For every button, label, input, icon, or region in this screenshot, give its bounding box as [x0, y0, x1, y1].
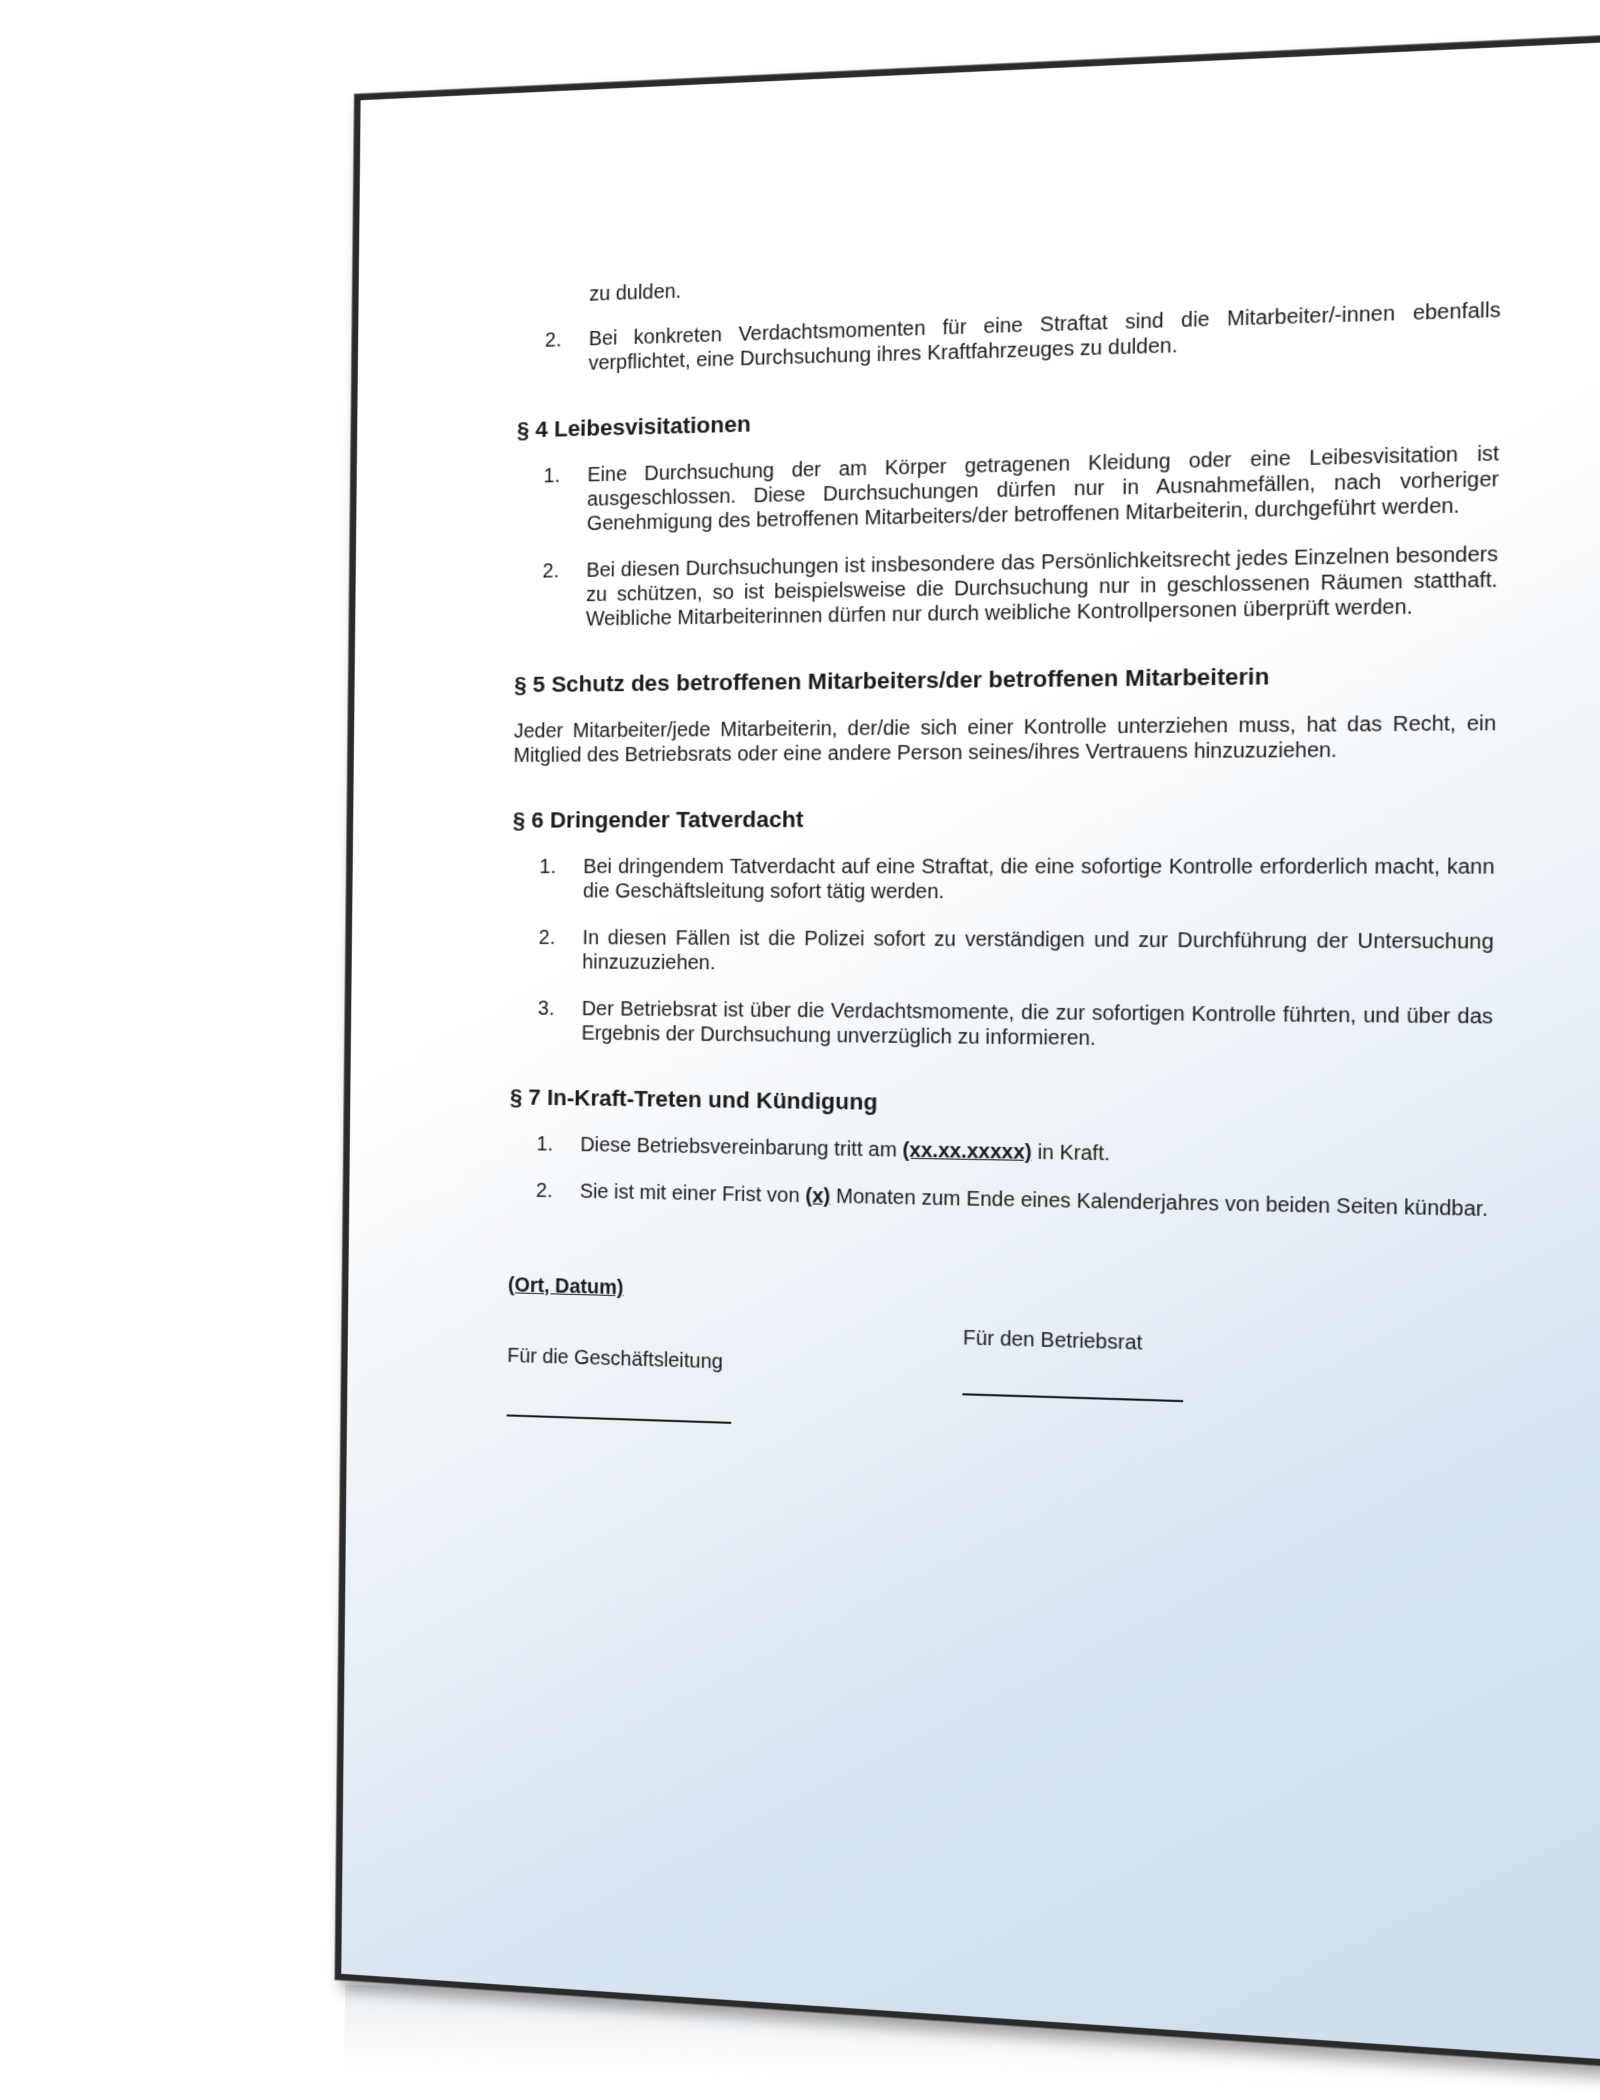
- signature-area: [505, 1273, 1489, 1575]
- place-date-placeholder: (Ort, Datum): [507, 1274, 624, 1300]
- item-number: 2.: [542, 560, 560, 583]
- works-council-signature-line: [962, 1393, 1183, 1402]
- item-text: [580, 1179, 1491, 1222]
- item-text: Bei dringendem Tatverdacht auf eine Straftat, die eine sofortige Kontrolle erforderlich macht, kann die Geschäftsleitung sofort tätig werden.: [582, 855, 1495, 904]
- list-item: [516, 441, 1499, 537]
- section-paragraph: Jeder Mitarbeiter/jede Mitarbeiterin, der/die sich einer Kontrolle unterziehen muss, hat das Recht, ein Mitglied des Betriebsrats oder eine andere Person seines/ihres Vertrauens hinzuzuziehen.: [513, 712, 1497, 768]
- item-text: Bei konkreten Verdachtsmomenten für eine Straftat sind die Mitarbeiter/-innen ebenfalls verpflichtet, eine Durchsuchung ihres Kraftfahrzeuges zu dulden.: [588, 298, 1501, 375]
- section-heading-5: § 5 Schutz des betroffenen Mitarbeiters/der betroffenen Mitarbeiterin: [514, 663, 1270, 698]
- item-number: 1.: [543, 464, 561, 488]
- document-content: [505, 251, 1501, 1576]
- section-heading-7: § 7 In-Kraft-Treten und Kündigung: [509, 1084, 878, 1115]
- list-item: [515, 542, 1498, 633]
- sec7-list: [509, 1132, 1492, 1223]
- item-number: 2.: [544, 329, 562, 352]
- item-number: 2.: [536, 1179, 553, 1203]
- sec6-list: [511, 854, 1495, 1055]
- item-text: [580, 1133, 1491, 1173]
- item-text: Eine Durchsuchung der am Körper getragenen Kleidung oder eine Leibesvisitation ist ausgeschlossen. Diese Durchsuchungen dürfen nur in Ausnahmefällen, nach vorheriger Genehmigung des betroffenen Mitarbeiters/der betroffenen Mitarbeiterin, durchgeführt werden.: [586, 442, 1500, 536]
- list-item: [511, 996, 1494, 1055]
- item-number: 1.: [536, 1133, 554, 1156]
- sec3-list: [518, 298, 1501, 378]
- item-text: In diesen Fällen ist die Polizei sofort zu verständigen und zur Durchführung der Untersuchung hinzuzuziehen.: [582, 926, 1494, 975]
- list-item: [512, 854, 1495, 905]
- section-heading-6: § 6 Dringender Tatverdacht: [512, 806, 804, 833]
- list-item: [518, 298, 1501, 378]
- item-number: 2.: [538, 926, 556, 950]
- management-signature-label: Für die Geschäftsleitung: [507, 1344, 724, 1374]
- list-item: [511, 926, 1494, 981]
- list-item: [509, 1132, 1491, 1174]
- item-text-after: Monaten zum Ende eines Kalenderjahres von beiden Seiten kündbar.: [830, 1185, 1489, 1222]
- sec4-list: [515, 441, 1499, 632]
- section-heading-4: § 4 Leibesvisitationen: [516, 411, 751, 443]
- works-council-signature-label: Für den Betriebsrat: [962, 1326, 1143, 1355]
- continuation-text: zu dulden.: [589, 280, 682, 306]
- item-number: 1.: [539, 855, 557, 879]
- item-text-before: Sie ist mit einer Frist von: [579, 1180, 806, 1208]
- item-number: 3.: [537, 997, 555, 1020]
- item-text-after: in Kraft.: [1031, 1141, 1111, 1166]
- item-text: Der Betriebsrat ist über die Verdachtsmomente, die zur sofortigen Kontrolle führten, und über das Ergebnis der Durchsuchung unverzüglich zu informieren.: [581, 997, 1494, 1051]
- date-placeholder: (xx.xx.xxxxx): [902, 1139, 1032, 1165]
- document-page: [335, 34, 1600, 2066]
- item-text: Bei diesen Durchsuchungen ist insbesondere das Persönlichkeitsrecht jedes Einzelnen besonders zu schützen, so ist beispielsweise die Durchsuchung nur in geschlossenen Räumen statthaft. Weibliche Mitarbeiterinnen dürfen nur durch weibliche Kontrollpersonen überprüft werden.: [585, 542, 1499, 631]
- months-placeholder: (x): [805, 1184, 831, 1208]
- management-signature-line: [507, 1414, 732, 1424]
- list-item: [509, 1178, 1491, 1222]
- item-text-before: Diese Betriebsvereinbarung tritt am: [580, 1133, 903, 1162]
